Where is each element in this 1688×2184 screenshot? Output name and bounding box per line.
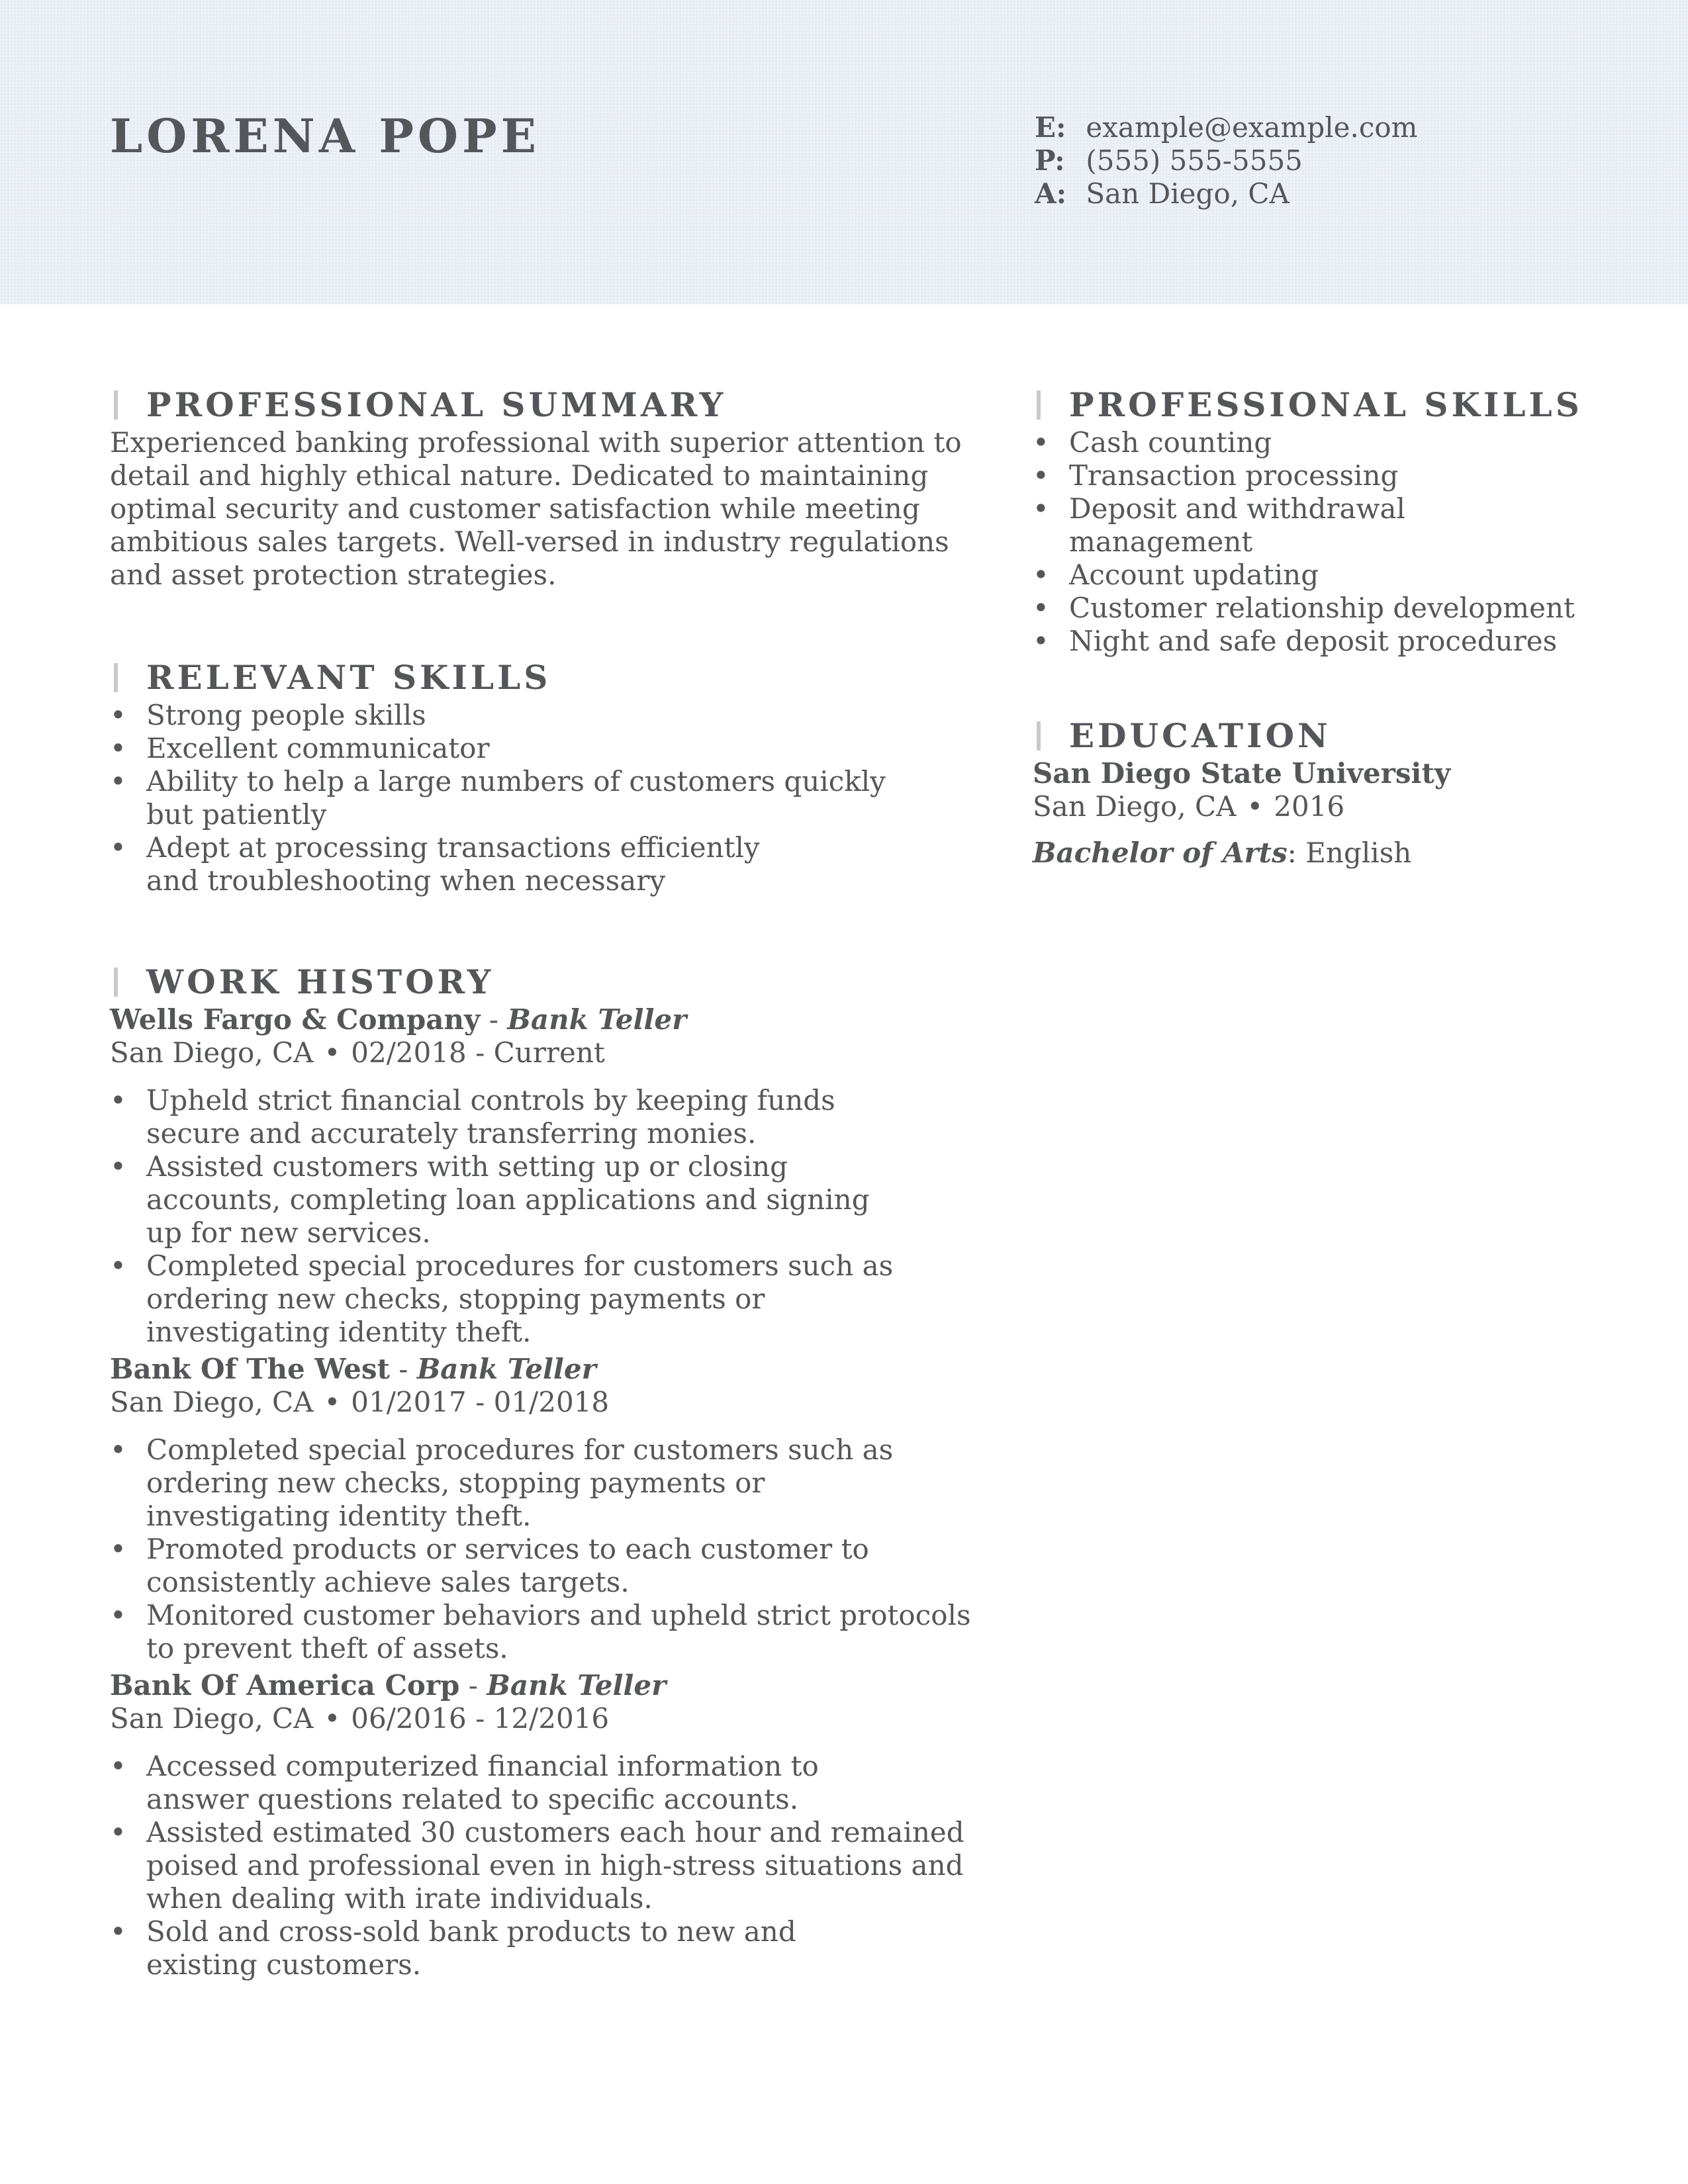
relevant-skills-section xyxy=(110,657,970,897)
summary-line: and asset protection strategies. xyxy=(110,559,557,591)
section-heading: EDUCATION xyxy=(1033,715,1628,757)
degree-field: English xyxy=(1296,837,1412,869)
section-heading: PROFESSIONAL SUMMARY xyxy=(110,384,970,426)
right-column xyxy=(1033,384,1628,870)
bullet-separator: • xyxy=(324,1036,341,1069)
job-entry xyxy=(110,1669,970,1981)
job-dates: 06/2016 - 12/2016 xyxy=(351,1702,610,1735)
address-value: San Diego, CA xyxy=(1086,177,1289,210)
summary-text xyxy=(110,426,970,592)
bullet-separator: • xyxy=(324,1386,341,1418)
list-item: • Strong people skills xyxy=(110,699,924,732)
job-bullets xyxy=(110,1433,971,1665)
graduation-year: 2016 xyxy=(1274,790,1345,823)
phone-label: P: xyxy=(1035,144,1065,177)
professional-summary-section xyxy=(110,384,970,592)
job-location: San Diego, CA xyxy=(110,1386,314,1418)
education-section xyxy=(1033,715,1628,870)
list-item: • Excellent communicator xyxy=(110,732,924,765)
job-meta xyxy=(110,1036,970,1069)
list-item: • Assisted customers with setting up or closing accounts, completing loan applications and signing up for new services. xyxy=(110,1150,908,1250)
professional-skills-list xyxy=(1033,426,1628,658)
dash: - xyxy=(480,1003,508,1036)
work-history-section xyxy=(110,961,970,1981)
school-location: San Diego, CA xyxy=(1033,790,1237,823)
summary-line: detail and highly ethical nature. Dedicated to maintaining xyxy=(110,459,929,492)
contact-block xyxy=(1035,111,1418,210)
job-title-line xyxy=(110,1353,970,1386)
degree-separator: : xyxy=(1287,837,1297,869)
section-heading: RELEVANT SKILLS xyxy=(110,657,970,699)
education-meta xyxy=(1033,790,1628,823)
dash: - xyxy=(459,1669,487,1702)
contact-address-row xyxy=(1035,177,1418,210)
summary-line: optimal security and customer satisfaction while meeting xyxy=(110,492,920,525)
left-column xyxy=(110,384,970,1981)
list-item: • Cash counting xyxy=(1033,426,1628,459)
list-item: • Account updating xyxy=(1033,559,1628,592)
relevant-skills-list xyxy=(110,699,924,897)
job-role: Bank Teller xyxy=(487,1669,667,1702)
job-dates: 01/2017 - 01/2018 xyxy=(351,1386,610,1418)
job-location: San Diego, CA xyxy=(110,1036,314,1069)
degree-line xyxy=(1033,837,1628,870)
job-entry xyxy=(110,1353,970,1665)
list-item: • Customer relationship development xyxy=(1033,592,1628,625)
section-heading: PROFESSIONAL SKILLS xyxy=(1033,384,1628,426)
candidate-name: LORENA POPE xyxy=(110,109,540,163)
list-item: • Upheld strict financial controls by keeping funds secure and accurately transferring monies. xyxy=(110,1084,908,1150)
list-item: • Monitored customer behaviors and upheld strict protocols to prevent theft of assets. xyxy=(110,1599,974,1665)
school-name: San Diego State University xyxy=(1033,757,1451,790)
list-item: • Transaction processing xyxy=(1033,459,1628,492)
list-item: • Deposit and withdrawal management xyxy=(1033,492,1440,559)
list-item: • Adept at processing transactions efficiently and troubleshooting when necessary xyxy=(110,831,808,897)
summary-line: ambitious sales targets. Well-versed in industry regulations xyxy=(110,525,949,558)
job-title-line xyxy=(110,1003,970,1036)
email-label: E: xyxy=(1035,111,1066,144)
company-name: Wells Fargo & Company xyxy=(110,1003,481,1036)
list-item: • Night and safe deposit procedures xyxy=(1033,625,1628,658)
list-item: • Completed special procedures for customers such as ordering new checks, stopping payments or investigating identity theft. xyxy=(110,1433,941,1533)
list-item: • Promoted products or services to each customer to consistently achieve sales targets. xyxy=(110,1533,874,1599)
degree-name: Bachelor of Arts xyxy=(1033,837,1288,869)
list-item: • Ability to help a large numbers of customers quickly but patiently xyxy=(110,765,927,831)
bullet-separator: • xyxy=(324,1702,341,1735)
job-role: Bank Teller xyxy=(416,1353,596,1385)
address-label: A: xyxy=(1035,177,1067,210)
job-title-line xyxy=(110,1669,970,1702)
job-role: Bank Teller xyxy=(507,1003,687,1036)
company-name: Bank Of The West xyxy=(110,1353,390,1385)
list-item: • Completed special procedures for customers such as ordering new checks, stopping payments or investigating identity theft. xyxy=(110,1250,941,1349)
summary-line: Experienced banking professional with superior attention to xyxy=(110,426,962,459)
job-meta xyxy=(110,1702,970,1735)
list-item: • Sold and cross-sold bank products to new and existing customers. xyxy=(110,1915,908,1981)
section-heading: WORK HISTORY xyxy=(110,961,970,1003)
company-name: Bank Of America Corp xyxy=(110,1669,460,1702)
job-meta xyxy=(110,1386,970,1419)
bullet-separator: • xyxy=(1246,790,1264,823)
professional-skills-section xyxy=(1033,384,1628,658)
list-item: • Assisted estimated 30 customers each hour and remained poised and professional even in high-stress situations and when dealing with irate individuals. xyxy=(110,1816,974,1915)
phone-value: (555) 555-5555 xyxy=(1086,144,1303,177)
list-item: • Accessed computerized financial information to answer questions related to specific accounts. xyxy=(110,1750,908,1816)
job-bullets xyxy=(110,1084,937,1349)
contact-email-row xyxy=(1035,111,1418,144)
job-dates: 02/2018 - Current xyxy=(351,1036,605,1069)
contact-phone-row xyxy=(1035,144,1418,177)
job-location: San Diego, CA xyxy=(110,1702,314,1735)
job-bullets xyxy=(110,1750,964,1981)
job-entry xyxy=(110,1003,970,1349)
email-value: example@example.com xyxy=(1086,111,1418,144)
dash: - xyxy=(389,1353,417,1385)
